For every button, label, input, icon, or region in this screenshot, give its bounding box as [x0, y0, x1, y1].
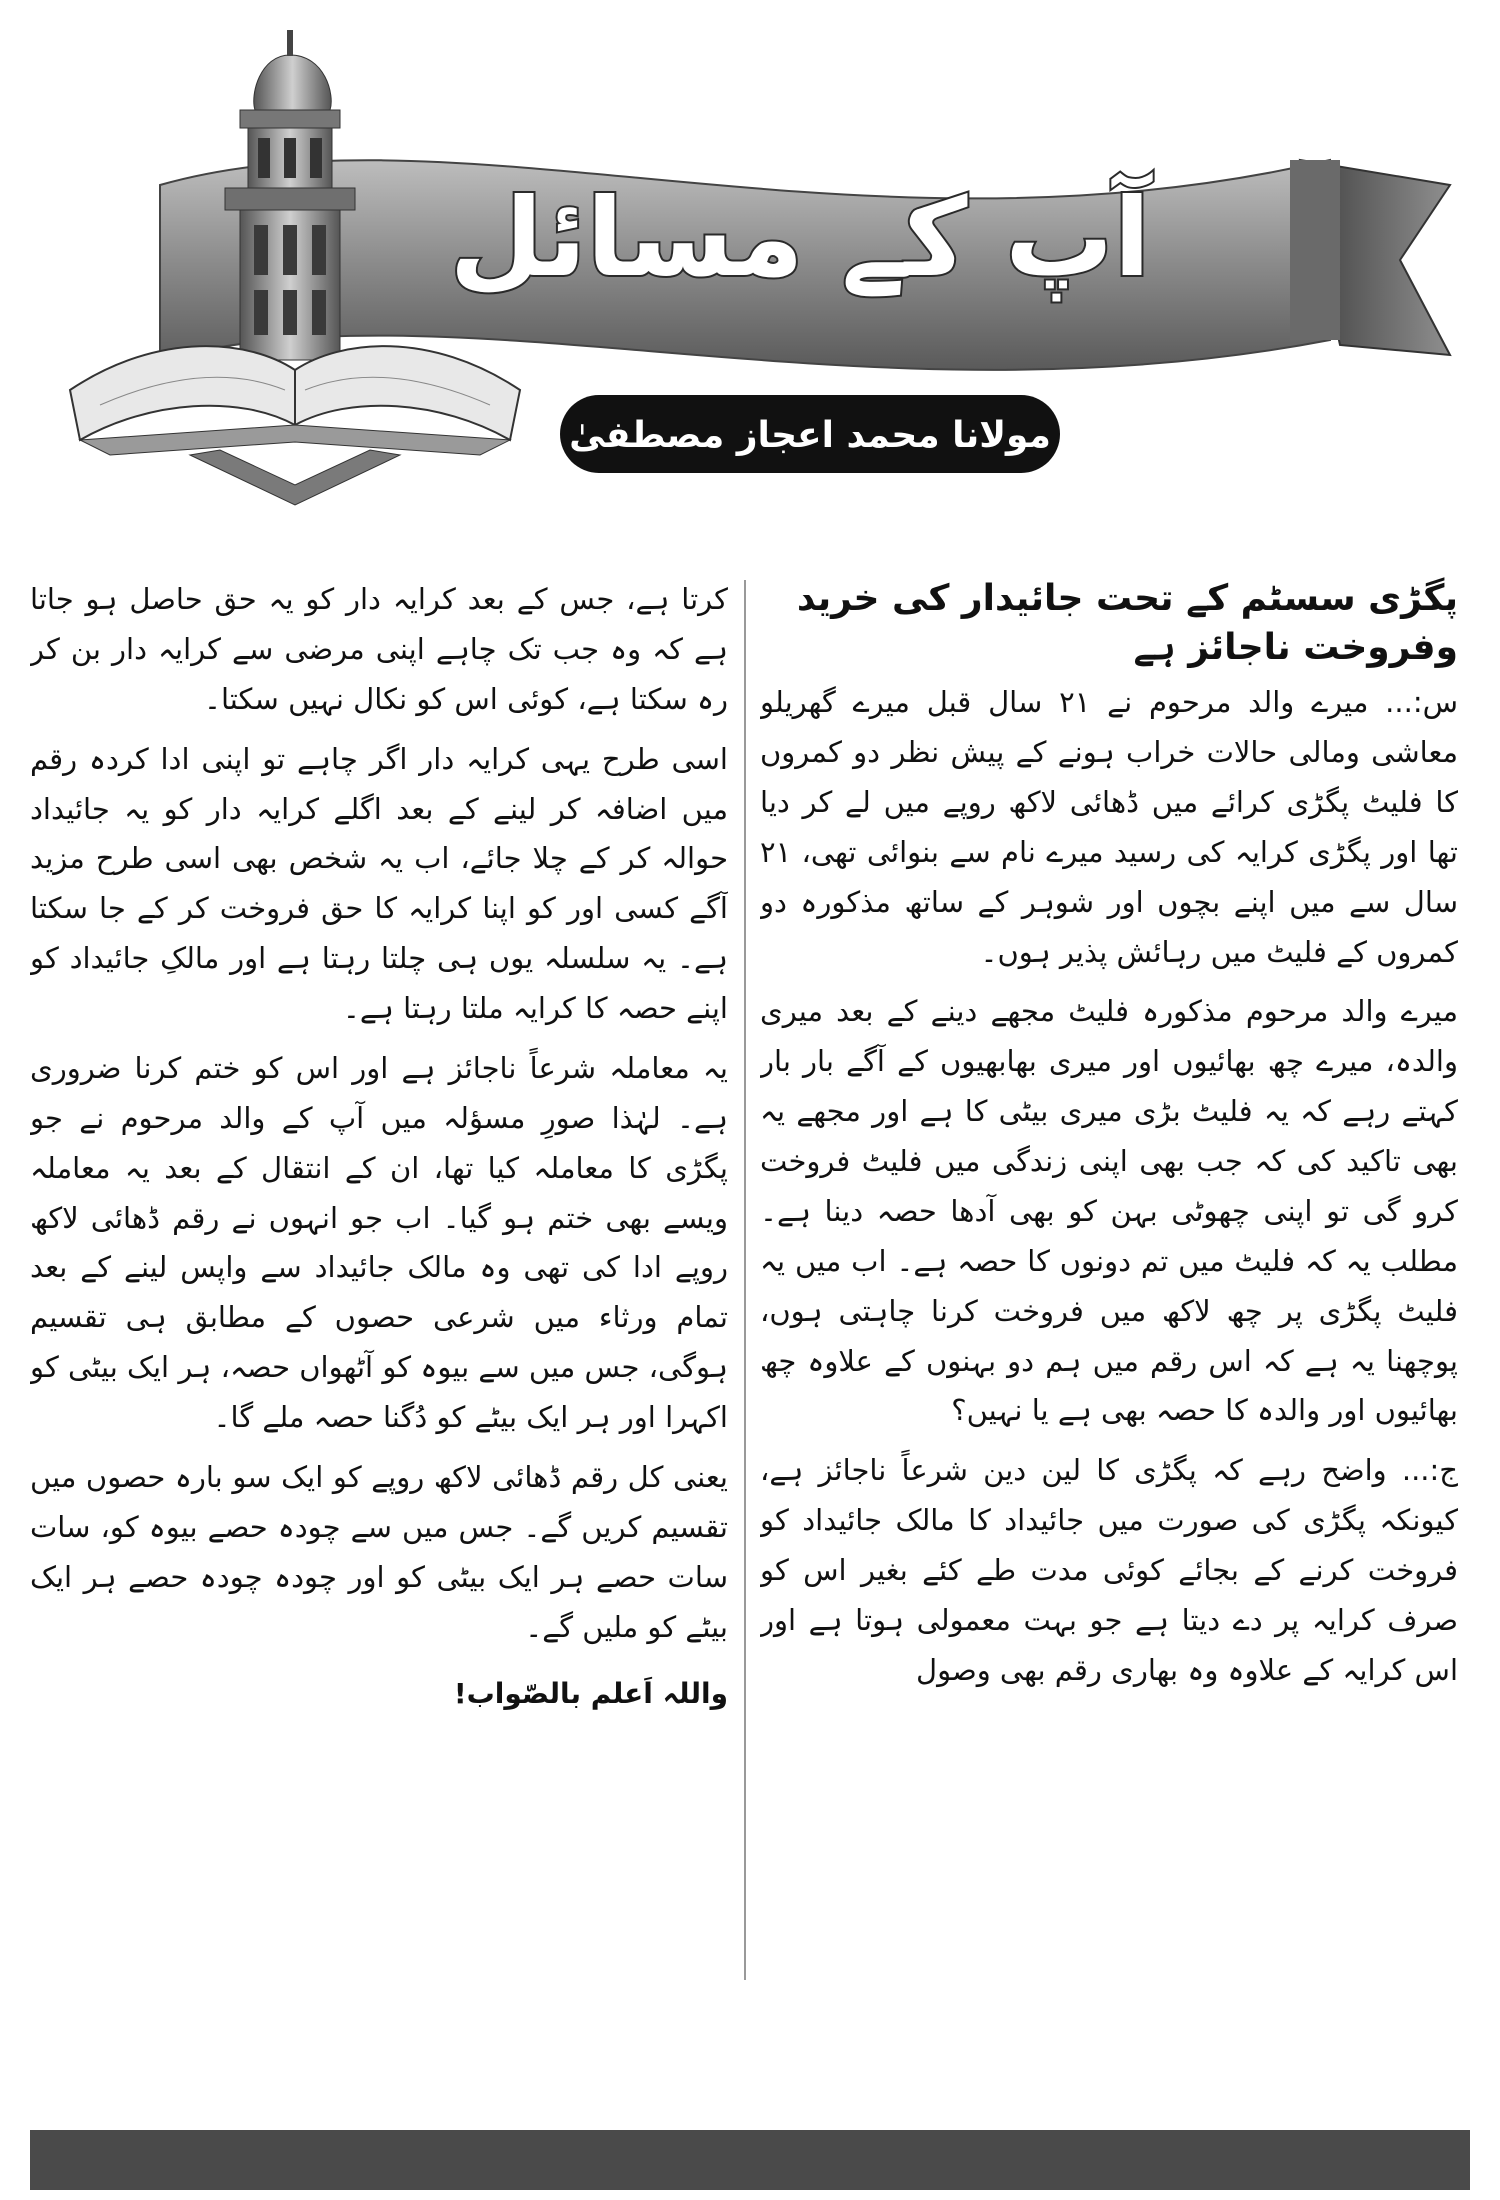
- question-paragraph: س:... میرے والد مرحوم نے ۲۱ سال قبل میرے گھریلو معاشی ومالی حالات خراب ہونے کے پیش نظر دو کمروں کا فلیٹ پگڑی کرائے میں ڈھائی لاکھ روپے میں لے کر دیا تھا اور پگڑی کرایہ کی رسید میرے نام سے بنوائی تھی، ۲۱ سال سے میں اپنے بچوں اور شوہر کے ساتھ مذکورہ دو کمروں کے فلیٹ میں رہائش پذیر ہوں۔: [760, 685, 1458, 969]
- article-column-right: [760, 575, 1458, 1995]
- open-quran-on-rehal-icon: [70, 346, 520, 505]
- answer-paragraph: ج:... واضح رہے کہ پگڑی کا لین دین شرعاً ناجائز ہے، کیونکہ پگڑی کی صورت میں جائیداد کا مالک جائیداد کو فروخت کرنے کے بجائے کوئی مدت طے کئے بغیر اس کو صرف کرایہ پر دے دیتا ہے جو بہت معمولی ہوتا ہے اور اس کرایہ کے علاوہ وہ بھاری رقم بھی وصول: [760, 1453, 1458, 1687]
- footer-bar: [30, 2130, 1470, 2190]
- minaret-icon: [225, 30, 355, 360]
- banner-title: آپ کے مسائل: [449, 176, 1151, 301]
- article-column-left: [30, 575, 728, 1995]
- answer-paragraph-4: یعنی کل رقم ڈھائی لاکھ روپے کو ایک سو بارہ حصوں میں تقسیم کریں گے۔ جس میں سے چودہ حصے بیوہ کو، سات سات حصے ہر ایک بیٹی کو اور چودہ چودہ حصے ہر ایک بیٹے کو ملیں گے۔: [30, 1459, 728, 1644]
- article-heading: پگڑی سسٹم کے تحت جائیدار کی خرید وفروخت ناجائز ہے: [796, 578, 1458, 668]
- author-name: مولانا محمد اعجاز مصطفیٰ: [569, 415, 1051, 456]
- column-divider: [744, 580, 746, 1980]
- closing-line: واللہ اَعلم بالصّواب!: [453, 1677, 728, 1711]
- header-banner: [40, 10, 1460, 510]
- answer-paragraph-2: اسی طرح یہی کرایہ دار اگر چاہے تو اپنی ادا کردہ رقم میں اضافہ کر لینے کے بعد اگلے کرایہ دار کو یہ جائیداد حوالہ کر کے چلا جائے، اب یہ شخص بھی اسی طرح مزید آگے کسی اور کو اپنا کرایہ کا حق فروخت کر کے جا سکتا ہے۔ یہ سلسلہ یوں ہی چلتا رہتا ہے اور مالکِ جائیداد کو اپنے حصہ کا کرایہ ملتا رہتا ہے۔: [30, 741, 728, 1025]
- answer-continuation: کرتا ہے، جس کے بعد کرایہ دار کو یہ حق حاصل ہو جاتا ہے کہ وہ جب تک چاہے اپنی مرضی سے کرایہ دار بن کر رہ سکتا ہے، کوئی اس کو نکال نہیں سکتا۔: [30, 582, 728, 716]
- author-badge: [560, 395, 1060, 473]
- answer-paragraph-3: یہ معاملہ شرعاً ناجائز ہے اور اس کو ختم کرنا ضروری ہے۔ لہٰذا صورِ مسؤلہ میں آپ کے والد مرحوم نے جو پگڑی کا معاملہ کیا تھا، ان کے انتقال کے بعد یہ معاملہ ویسے بھی ختم ہو گیا۔ اب جو انہوں نے رقم ڈھائی لاکھ روپے ادا کی تھی وہ مالک جائیداد سے واپس لینے کے بعد تمام ورثاء میں شرعی حصوں کے مطابق ہی تقسیم ہوگی، جس میں سے بیوہ کو آٹھواں حصہ، ہر ایک بیٹی کو اکہرا اور ہر ایک بیٹے کو دُگنا حصہ ملے گا۔: [30, 1050, 728, 1434]
- question-paragraph-2: میرے والد مرحوم مذکورہ فلیٹ مجھے دینے کے بعد میری والدہ، میرے چھ بھائیوں اور میری بھابھیوں کے آگے بار بار کہتے رہے کہ یہ فلیٹ بڑی میری بیٹی کا ہے اور مجھے یہ بھی تاکید کی کہ جب بھی اپنی زندگی میں فلیٹ فروخت کرو گی تو اپنی چھوٹی بہن کو بھی آدھا حصہ دینا ہے۔ مطلب یہ کہ فلیٹ میں تم دونوں کا حصہ ہے۔ اب میں یہ فلیٹ پگڑی پر چھ لاکھ میں فروخت کرنا چاہتی ہوں، پوچھنا یہ ہے کہ اس رقم میں ہم دو بہنوں کے علاوہ چھ بھائیوں اور والدہ کا حصہ بھی ہے یا نہیں؟: [760, 994, 1458, 1428]
